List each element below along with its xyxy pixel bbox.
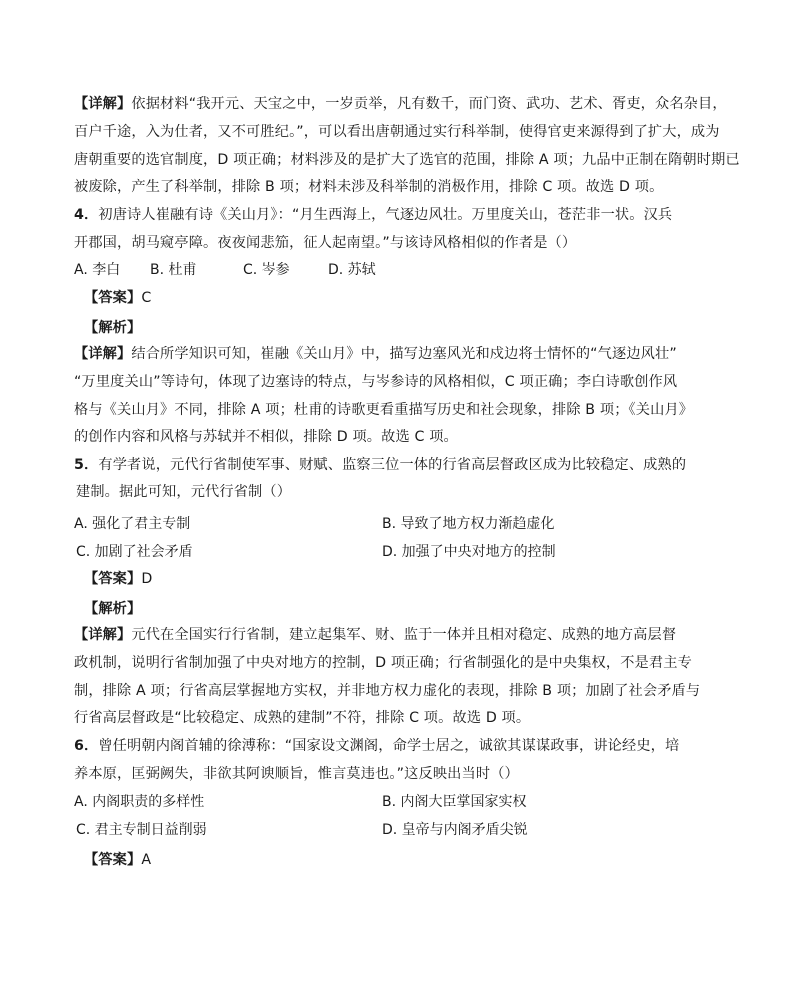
question-number: 4． [74,207,99,223]
question-number: 6． [74,738,99,754]
q5-stem-line-1 [74,455,686,475]
q4-detail-line-2: “万里度关山”等诗句，体现了边塞诗的特点，与岑参诗的风格相似，C 项正确；李白诗歌创作风 [74,374,678,390]
q5-answer [84,569,152,589]
q4-stem-line-1 [74,205,672,225]
detail-text: 元代在全国实行行省制，建立起集军、财、监于一体并且相对稳定、成熟的地方高层督 [131,627,677,643]
q6-option-b: B. 内阁大臣掌国家实权 [382,794,527,810]
q3-detail-line-1 [74,94,727,114]
q4-detail-line-1 [74,344,677,364]
q6-stem-line-1 [74,736,679,756]
answer-value: D [141,571,153,587]
q5-option-c: C. 加剧了社会矛盾 [76,544,193,560]
detail-text: 结合所学知识可知，崔融《关山月》中，描写边塞风光和戍边将士情怀的“气逐边风壮” [131,346,677,362]
q6-option-a: A. 内阁职责的多样性 [74,794,205,810]
answer-value: A [141,852,152,868]
q4-detail-line-3: 格与《关山月》不同，排除 A 项；杜甫的诗歌更看重描写历史和社会现象，排除 B 项；《关山月》 [74,402,694,418]
q6-option-d: D. 皇帝与内阁矛盾尖锐 [382,822,528,838]
detail-label: 【详解】 [74,96,132,112]
q6-answer [84,850,151,870]
q5-detail-line-4: 行省高层督政是“比较稳定、成熟的建制”不符，排除 C 项。故选 D 项。 [74,710,531,726]
answer-value: C [141,290,152,306]
question-number: 5． [74,457,99,473]
q4-option-a: A. 李白 [74,262,121,278]
q4-analysis-label: 【解析】 [84,320,142,336]
q5-analysis-label: 【解析】 [84,601,142,617]
q5-stem-line-2: 建制。据此可知，元代行省制（） [76,484,292,500]
q6-stem-line-2: 养本原，匡弼阙失，非欲其阿谀顺旨，惟言莫违也。”这反映出当时（） [74,766,519,782]
q6-option-c: C. 君主专制日益削弱 [76,822,207,838]
q4-answer [84,288,151,308]
q5-option-a: A. 强化了君主专制 [74,516,191,532]
q5-detail-line-2: 政机制，说明行省制加强了中央对地方的控制，D 项正确；行省制强化的是中央集权，不是君主专 [74,655,692,671]
question-stem: 曾任明朝内阁首辅的徐溥称：“国家设文渊阁，命学士居之，诚欲其谋谋政事，讲论经史，培 [98,738,680,754]
q5-option-d: D. 加强了中央对地方的控制 [382,544,556,560]
q5-detail-line-1 [74,625,676,645]
q3-detail-line-2: 百户千途，入为仕者，又不可胜纪。”，可以看出唐朝通过实行科举制，使得官吏来源得到了扩大，成为 [74,124,720,140]
question-stem: 初唐诗人崔融有诗《关山月》：“月生西海上，气逐边风壮。万里度关山，苍茫非一状。汉兵 [98,207,673,223]
q4-option-b: B. 杜甫 [150,262,197,278]
answer-label: 【答案】 [84,571,142,587]
q4-stem-line-2: 开郡国，胡马窥亭障。夜夜闻悲笳，征人起南望。”与该诗风格相似的作者是（） [74,235,577,251]
q3-detail-line-3: 唐朝重要的选官制度，D 项正确；材料涉及的是扩大了选官的范围，排除 A 项；九品中正制在隋朝时期已 [74,152,740,168]
q4-option-c: C. 岑参 [243,262,290,278]
answer-label: 【答案】 [84,290,142,306]
detail-text: 依据材料“我开元、天宝之中，一岁贡举，凡有数千，而门资、武功、艺术、胥吏，众名杂目， [131,96,727,112]
answer-label: 【答案】 [84,852,142,868]
q4-detail-line-4: 的创作内容和风格与苏轼并不相似，排除 D 项。故选 C 项。 [74,429,458,445]
detail-label: 【详解】 [74,346,132,362]
q5-option-b: B. 导致了地方权力渐趋虚化 [382,516,555,532]
q5-detail-line-3: 制，排除 A 项；行省高层掌握地方实权，并非地方权力虚化的表现，排除 B 项；加剧了社会矛盾与 [74,683,701,699]
detail-label: 【详解】 [74,627,132,643]
q3-detail-line-4: 被废除，产生了科举制，排除 B 项；材料未涉及科举制的消极作用，排除 C 项。故选 D 项。 [74,179,664,195]
q4-option-d: D. 苏轼 [328,262,376,278]
question-stem: 有学者说，元代行省制使军事、财赋、监察三位一体的行省高层督政区成为比较稳定、成熟的 [98,457,687,473]
